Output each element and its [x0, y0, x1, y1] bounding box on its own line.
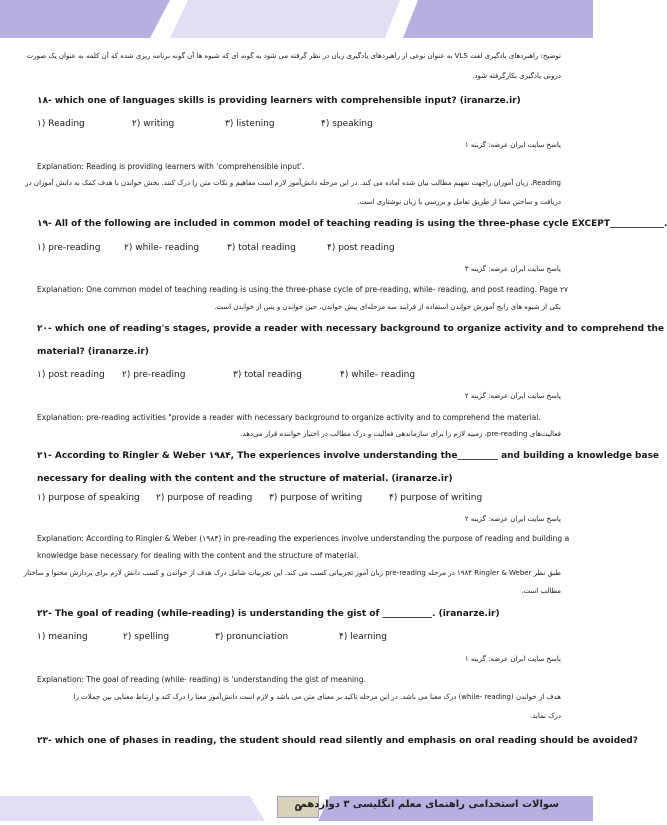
explanation-fa: فعالیت‌های pre-reading، زمینه لازم را برای سازماندهی فعالیت و درک مطالب در اختیار خواننده قرار می‌دهد.: [240, 430, 561, 438]
option: ٣) total reading: [233, 370, 302, 380]
question-21-cont: necessary for dealing with the content and the structure of material. (iranarze.ir): [37, 474, 453, 484]
question-21: ٢١- According to Ringler & Weber ١٩٨۴, The experiences involve understanding the_________ and building a knowledge base: [37, 451, 660, 461]
option: ۴) while- reading: [340, 370, 416, 380]
answer-note: پاسخ سایت ایران عرضه: گزینه ٣: [464, 265, 561, 273]
explanation-fa: طبق نظر Ringler & Weber ١٩٨۴ در مرحله pre-reading زبان آموز تجربیاتی کسب می کند. این تجربیات شامل درک هدف از خواندن و کسب دانش لازم برای پردازش محتوا و ساختار: [23, 569, 561, 577]
option: ۴) purpose of writing: [389, 493, 483, 503]
option: ٣) total reading: [227, 243, 296, 253]
explanation-fa: یکی از شیوه های رایج آموزش خواندن استفاده از فرایند سه مرحله‌ای پیش خواندن، حین خواندن و پس از خواندن است.: [214, 303, 561, 311]
option: ٢) pre-reading: [122, 370, 186, 380]
option: ٢) spelling: [123, 632, 170, 642]
explanation-fa: دریافت و ساختن معنا از طریق تعامل و بررسی با زبان نوشتاری است.: [357, 198, 561, 206]
header-band: [0, 0, 593, 44]
footer-title: سوالات استخدامی راهنمای معلم انگلیسی ٣ دوازدهم: [299, 799, 559, 810]
option: ٣) pronunciation: [215, 632, 289, 642]
question-19: ١٩- All of the following are included in common model of teaching reading is using the three-phase cycle EXCEPT____________.: [37, 219, 667, 229]
option: ۴) speaking: [321, 119, 373, 129]
option: ٣) listening: [225, 119, 275, 129]
explanation-fa: هدف از خواندن (while- reading) درک معنا می باشد. در این مرحله تاکید بر معنای متن می باشد و لازم است دانش‌آموز معنا را درک کند و ارتباط معنایی بین جملات را: [73, 693, 561, 701]
option: ٢) writing: [132, 119, 175, 129]
option: ٣) purpose of writing: [269, 493, 363, 503]
question-22: ٢٢- The goal of reading (while-reading) is understanding the gist of ___________. (iranarze.ir): [37, 609, 500, 619]
explanation: Explanation: pre-reading activities "provide a reader with necessary background to organize activity and to comprehend the material.: [37, 413, 541, 422]
option: ۴) learning: [339, 632, 387, 642]
question-23: ٢٣- which one of phases in reading, the student should read silently and emphasis on oral reading should be avoided?: [37, 736, 638, 746]
option: ٢) while- reading: [124, 243, 200, 253]
answer-note: پاسخ سایت ایران عرضه: گزینه ٢: [464, 392, 561, 400]
explanation: Explanation: The goal of reading (while- reading) is 'understanding the gist of meaning.: [37, 675, 366, 684]
question-20-cont: material? (iranarze.ir): [37, 347, 149, 357]
question-20: ٢٠- which one of reading's stages, provide a reader with necessary background to organize activity and to comprehend the: [37, 324, 665, 334]
option: ٢) purpose of reading: [156, 493, 253, 503]
explanation: Explanation: One common model of teaching reading is using the three-phase cycle of pre-reading, while- reading, and post reading. Page ٢٧: [37, 285, 569, 294]
page-number: ۵: [277, 796, 319, 818]
answer-note: پاسخ سایت ایران عرضه: گزینه ١: [464, 141, 561, 149]
explanation-fa: مطالب است.: [521, 587, 561, 595]
intro-text: توضیح: راهبردهای یادگیری لغت VLS به عنوان نوعی از راهبردهای یادگیری زبان در نظر گرفته می شود به گونه ای که شیوه ها آن گونه برنامه ریزی شده که آن کلمه به عنوان یک صورت: [26, 52, 561, 60]
option: ١) Reading: [37, 119, 85, 129]
explanation: Explanation: According to Ringler & Weber (١٩٨۴) in pre-reading the experiences involve understanding the purpose of reading and building a: [37, 534, 570, 543]
explanation: knowledge base necessary for dealing with the content and the structure of material.: [37, 551, 359, 560]
question-18: ١٨- which one of languages skills is providing learners with comprehensible input? (iranarze.ir): [37, 96, 521, 106]
option: ١) pre-reading: [37, 243, 101, 253]
explanation: Explanation: Reading is providing learners with 'comprehensible input'.: [37, 162, 305, 171]
explanation-fa: Reading، زبان آموزان راجهت تفهیم مطالب بیان شده آماده می کند. در این مرحله دانش‌آموز لازم است مفاهیم و نکات متن را درک کنند. بخش خواندن با هدف کمک به دانش آموزان در: [25, 179, 561, 187]
option: ١) post reading: [37, 370, 105, 380]
explanation-fa: درک نماید.: [530, 712, 561, 720]
option: ۴) post reading: [327, 243, 395, 253]
answer-note: پاسخ سایت ایران عرضه: گزینه ٢: [464, 515, 561, 523]
option: ١) purpose of speaking: [37, 493, 140, 503]
option: ١) meaning: [37, 632, 88, 642]
intro-text: درونی یادگیری بکارگرفته شود.: [472, 72, 561, 80]
answer-note: پاسخ سایت ایران عرضه: گزینه ١: [464, 655, 561, 663]
